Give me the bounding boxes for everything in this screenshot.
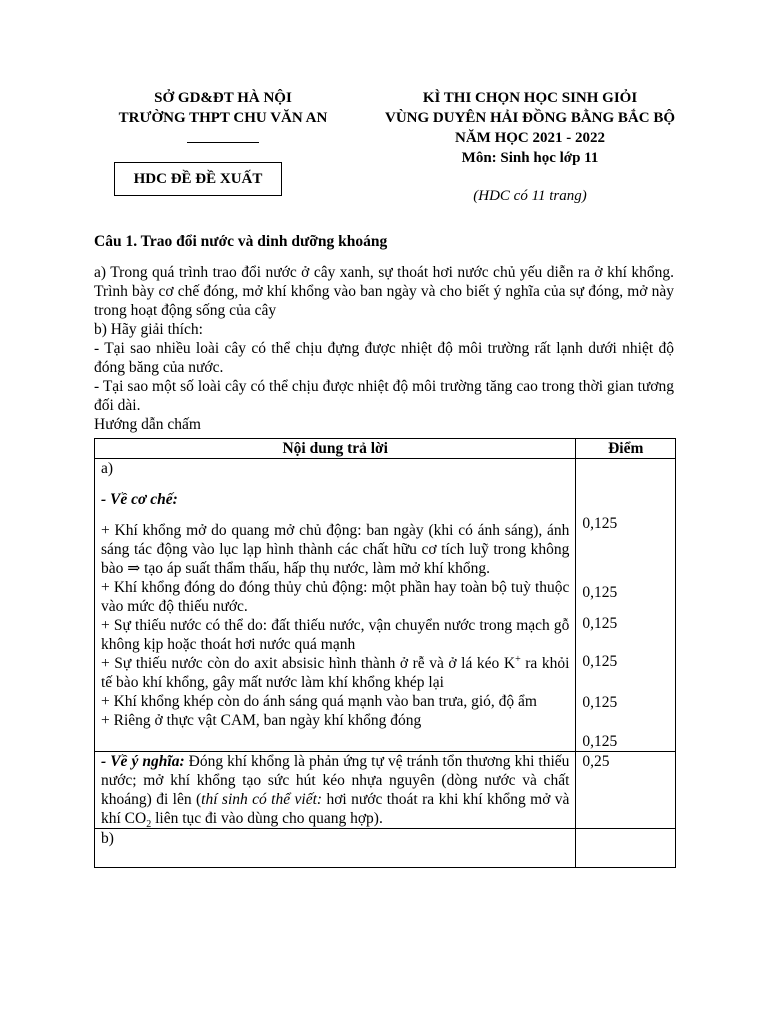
meaning-score: 0,25 xyxy=(576,752,676,829)
table-row xyxy=(95,752,676,829)
meaning-text-1: Đóng khí khổng là phản ứng tự vệ tránh tổn thương khi thiếu nước; mở khí khổng tạo sức hút kéo nhựa nguyên (dòng nước và chất khoáng) đi lên ( xyxy=(101,753,570,808)
score-item-2: 0,125 xyxy=(582,584,618,601)
header-divider xyxy=(187,142,259,143)
mechanism-item-3: + Sự thiếu nước có thể do: đất thiếu nước, vận chuyển nước trong mạch gỗ không kịp hoặc thoát hơi nước quá mạnh xyxy=(101,617,570,653)
answer-table xyxy=(94,438,676,868)
part-b-cell: b) xyxy=(95,829,576,868)
score-cell-a xyxy=(576,459,676,752)
school-year: NĂM HỌC 2021 - 2022 xyxy=(455,130,605,146)
table-row xyxy=(95,829,676,868)
proposal-box: HDC ĐỀ ĐỀ XUẤT xyxy=(114,162,282,196)
meaning-italic: thí sinh có thể viết: xyxy=(201,791,323,808)
score-item-1: 0,125 xyxy=(582,515,618,532)
mechanism-item-5: + Khí khổng khép còn do ánh sáng quá mạnh vào ban trưa, gió, độ ẩm xyxy=(101,693,537,710)
potassium-charge: + xyxy=(515,653,521,665)
answer-column-header: Nội dung trả lời xyxy=(95,439,576,459)
meaning-cell xyxy=(95,752,576,829)
question-part-b1: - Tại sao nhiều loài cây có thể chịu đựng được nhiệt độ môi trường rất lạnh dưới nhiệt độ đóng băng của nước. xyxy=(94,340,674,376)
score-column-header: Điểm xyxy=(576,439,676,459)
mechanism-item-6: + Riêng ở thực vật CAM, ban ngày khí khổng đóng xyxy=(101,712,422,729)
question-part-b: b) Hãy giải thích: xyxy=(94,321,203,338)
mechanism-item-4-text-cont: ra khỏi tế bào khí khổng, gây mất nước làm khí khổng khép lại xyxy=(101,655,570,691)
department-name: SỞ GD&ĐT HÀ NỘI xyxy=(154,90,292,106)
question-title: Câu 1. Trao đổi nước và dinh dưỡng khoáng xyxy=(94,233,388,250)
mechanism-item-4-text: + Sự thiếu nước còn do axit absisic hình thành ở rễ và ở lá kéo K xyxy=(101,655,516,672)
part-b-score xyxy=(576,829,676,868)
co2-subscript: 2 xyxy=(146,819,152,831)
part-a-label: a) xyxy=(101,460,114,477)
question-part-b2: - Tại sao một số loài cây có thể chịu được nhiệt độ môi trường tăng cao trong thời gian tương đối dài. xyxy=(94,378,674,414)
question-part-a: a) Trong quá trình trao đổi nước ở cây xanh, sự thoát hơi nước chủ yếu diễn ra ở khí khổng. Trình bày cơ chế đóng, mở khí khổng vào ban ngày và cho biết ý nghĩa của sự đóng, mở này trong hoạt động sống của cây xyxy=(94,264,674,319)
exam-title: KÌ THI CHỌN HỌC SINH GIỎI xyxy=(422,90,638,106)
score-item-5: 0,125 xyxy=(582,694,618,711)
question-content xyxy=(94,232,674,868)
meaning-text-3: liên tục đi vào dùng cho quang hợp). xyxy=(151,810,383,827)
mechanism-item-4 xyxy=(101,654,569,692)
score-item-3: 0,125 xyxy=(582,615,618,632)
school-name: TRƯỜNG THPT CHU VĂN AN xyxy=(118,110,328,126)
header-left xyxy=(98,88,348,143)
table-row xyxy=(95,459,676,752)
subject: Môn: Sinh học lớp 11 xyxy=(461,150,599,166)
answer-cell-a xyxy=(95,459,576,752)
mechanism-item-1: + Khí khổng mở do quang mở chủ động: ban ngày (khi có ánh sáng), ánh sáng tác động vào lục lạp hình thành các chất hữu cơ tích luỹ trong không bào ⇒ tạo áp suất thẩm thấu, hấp thụ nước, làm mở khí khổng. xyxy=(101,522,570,577)
header-right xyxy=(360,88,700,206)
meaning-text-2: hơi nước thoát ra khi khí khổng mở và khí CO xyxy=(101,791,570,827)
page-count-note: (HDC có 11 trang) xyxy=(473,188,587,204)
mechanism-heading: - Về cơ chế: xyxy=(101,491,178,508)
mechanism-item-2: + Khí khổng đóng do đóng thủy chủ động: một phần hay toàn bộ tuỳ thuộc vào mức độ thiếu nước. xyxy=(101,579,570,615)
grading-guide-label: Hướng dẫn chấm xyxy=(94,416,201,433)
score-item-6: 0,125 xyxy=(582,733,618,750)
exam-region: VÙNG DUYÊN HẢI ĐỒNG BẰNG BẮC BỘ xyxy=(384,110,676,126)
meaning-heading: - Về ý nghĩa: xyxy=(101,753,185,770)
score-item-4: 0,125 xyxy=(582,653,618,670)
table-header-row xyxy=(95,439,676,459)
